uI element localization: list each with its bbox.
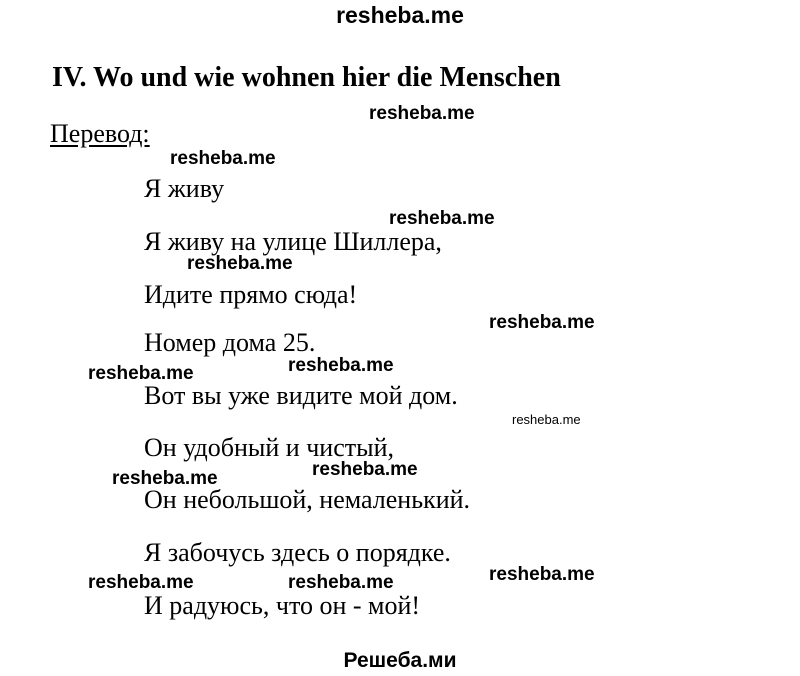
poem-line-4: Номер дома 25. (144, 328, 316, 357)
watermark: resheba.me (312, 459, 418, 480)
site-footer-watermark: Решеба.ми (343, 649, 457, 672)
poem-line-5: Вот вы уже видите мой дом. (144, 381, 458, 410)
poem-line-8: Я забочусь здесь о порядке. (144, 538, 451, 567)
watermark: resheba.me (389, 208, 495, 229)
poem-line-2: Я живу на улице Шиллера, (144, 227, 442, 256)
watermark: resheba.me (489, 564, 595, 585)
poem-line-7: Он небольшой, немаленький. (144, 485, 471, 514)
watermark: resheba.me (512, 412, 581, 427)
watermark: resheba.me (170, 148, 276, 169)
poem-line-9: И радуюсь, что он - мой! (144, 591, 421, 620)
poem-line-3: Идите прямо сюда! (144, 280, 358, 309)
watermark: resheba.me (369, 103, 475, 124)
poem-line-6: Он удобный и чистый, (144, 433, 394, 462)
watermark: resheba.me (88, 363, 194, 384)
watermark: resheba.me (187, 253, 293, 274)
poem-line-1: Я живу (144, 174, 225, 203)
watermark: resheba.me (288, 572, 394, 593)
translation-label: Перевод: (50, 119, 150, 148)
exercise-heading: IV. Wo und wie wohnen hier die Menschen (52, 62, 561, 93)
watermark: resheba.me (489, 312, 595, 333)
site-header-watermark: resheba.me (336, 2, 464, 28)
watermark: resheba.me (288, 355, 394, 376)
watermark: resheba.me (88, 572, 194, 593)
watermark: resheba.me (112, 468, 218, 489)
